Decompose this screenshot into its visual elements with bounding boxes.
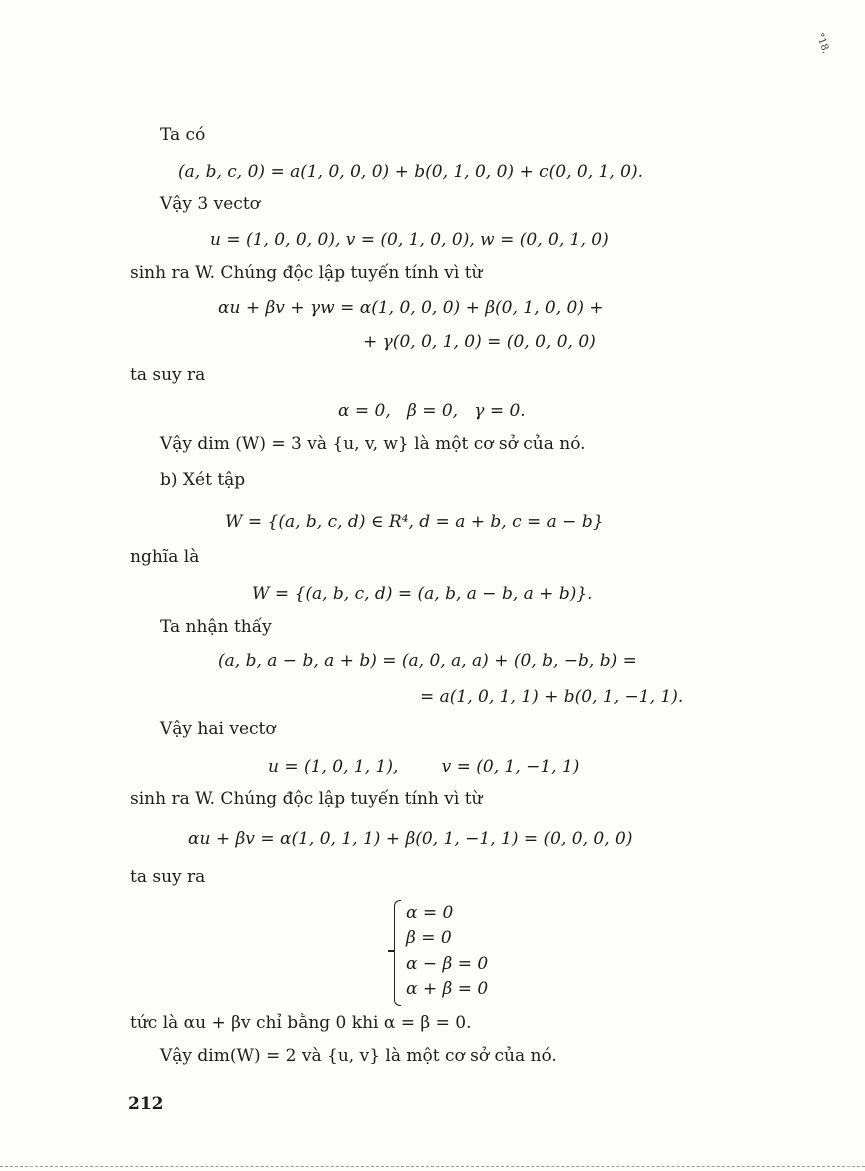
system-brace	[394, 900, 401, 1006]
text-line: ta suy ra	[130, 867, 206, 887]
text-line: sinh ra W. Chúng độc lập tuyến tính vì từ	[130, 263, 483, 283]
equation-line: u = (1, 0, 1, 1), v = (0, 1, −1, 1)	[268, 757, 580, 777]
equation-line: = a(1, 0, 1, 1) + b(0, 1, −1, 1).	[420, 687, 684, 707]
bottom-rule	[0, 1166, 865, 1168]
section-heading: b) Xét tập	[160, 470, 246, 490]
text-line: sinh ra W. Chúng độc lập tuyến tính vì từ	[130, 789, 483, 809]
text-line: Vậy dim (W) = 3 và {u, v, w} là một cơ sở của nó.	[160, 434, 586, 454]
equation-line: (a, b, a − b, a + b) = (a, 0, a, a) + (0, b, −b, b) =	[218, 651, 637, 671]
system-brace-tip	[388, 950, 395, 952]
system-equation: α + β = 0	[406, 979, 489, 999]
text-line: nghĩa là	[130, 547, 200, 567]
system-equation: β = 0	[406, 928, 452, 948]
page-number: 212	[128, 1094, 164, 1114]
system-equation: α − β = 0	[406, 954, 489, 974]
equation-line: W = {(a, b, c, d) ∈ R⁴, d = a + b, c = a − b}	[225, 512, 604, 532]
corner-mark: °18.	[813, 31, 832, 56]
system-equation: α = 0	[406, 903, 454, 923]
equation-line: α = 0, β = 0, γ = 0.	[338, 401, 526, 421]
text-line: Vậy hai vectơ	[160, 719, 276, 739]
equation-line: αu + βv + γw = α(1, 0, 0, 0) + β(0, 1, 0, 0) +	[218, 298, 604, 318]
equation-line: (a, b, c, 0) = a(1, 0, 0, 0) + b(0, 1, 0, 0) + c(0, 0, 1, 0).	[178, 162, 643, 182]
text-line: Ta nhận thấy	[160, 617, 272, 637]
equation-line: u = (1, 0, 0, 0), v = (0, 1, 0, 0), w = (0, 0, 1, 0)	[210, 230, 609, 250]
text-line: tức là αu + βv chỉ bằng 0 khi α = β = 0.	[130, 1013, 472, 1033]
text-line: Vậy 3 vectơ	[160, 194, 260, 214]
equation-line: αu + βv = α(1, 0, 1, 1) + β(0, 1, −1, 1) = (0, 0, 0, 0)	[188, 829, 633, 849]
text-line: Vậy dim(W) = 2 và {u, v} là một cơ sở của nó.	[160, 1046, 557, 1066]
equation-line: W = {(a, b, c, d) = (a, b, a − b, a + b)}.	[252, 584, 593, 604]
text-line: Ta có	[160, 125, 206, 145]
text-line: ta suy ra	[130, 365, 206, 385]
equation-line: + γ(0, 0, 1, 0) = (0, 0, 0, 0)	[363, 332, 596, 352]
